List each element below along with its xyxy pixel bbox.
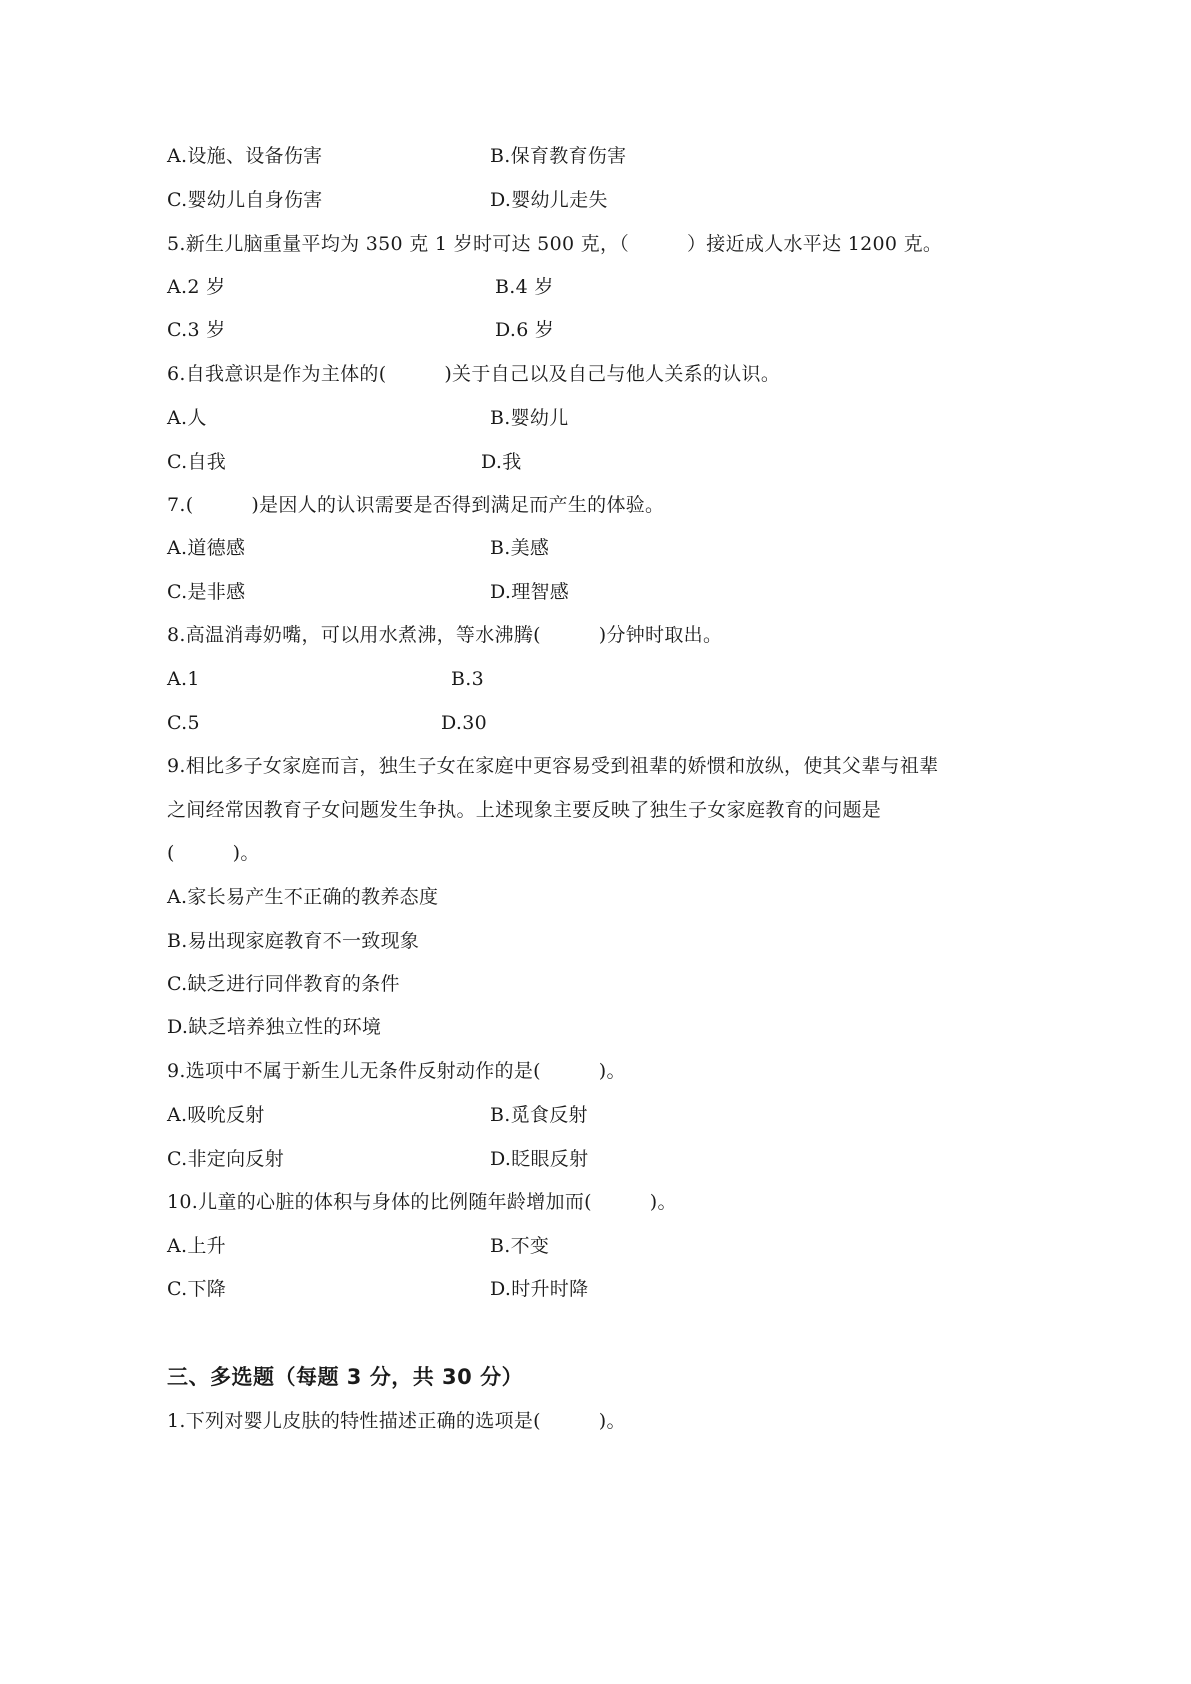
q8-option-a: A.1 bbox=[167, 668, 200, 690]
q5-option-d: D.6 岁 bbox=[495, 319, 555, 341]
q7-stem: 7.( )是因人的认识需要是否得到满足而产生的体验。 bbox=[167, 494, 665, 516]
q9b-option-a: A.吸吮反射 bbox=[167, 1104, 265, 1126]
q6-stem: 6.自我意识是作为主体的( )关于自己以及自己与他人关系的认识。 bbox=[167, 363, 781, 385]
q8-option-b: B.3 bbox=[451, 668, 484, 690]
q9-option-a: A.家长易产生不正确的教养态度 bbox=[167, 886, 439, 908]
q8-stem: 8.高温消毒奶嘴，可以用水煮沸，等水沸腾( )分钟时取出。 bbox=[167, 624, 723, 646]
q4-option-a: A.设施、设备伤害 bbox=[167, 145, 323, 167]
q10-option-c: C.下降 bbox=[167, 1278, 227, 1300]
q6-option-d: D.我 bbox=[481, 451, 522, 473]
q6-option-c: C.自我 bbox=[167, 451, 227, 473]
q6-option-a: A.人 bbox=[167, 407, 207, 429]
q9-stem-line-2: 之间经常因教育子女问题发生争执。上述现象主要反映了独生子女家庭教育的问题是 bbox=[167, 799, 882, 821]
q9-stem-line-1: 9.相比多子女家庭而言，独生子女在家庭中更容易受到祖辈的娇惯和放纵，使其父辈与祖辈 bbox=[167, 755, 939, 777]
q4-option-d: D.婴幼儿走失 bbox=[490, 189, 608, 211]
q10-option-d: D.时升时降 bbox=[490, 1278, 589, 1300]
section-heading: 三、多选题（每题 3 分，共 30 分） bbox=[167, 1365, 524, 1389]
q9-option-d: D.缺乏培养独立性的环境 bbox=[167, 1016, 382, 1038]
q5-stem: 5.新生儿脑重量平均为 350 克 1 岁时可达 500 克，（ ）接近成人水平达 1200 克。 bbox=[167, 233, 943, 255]
q6-option-b: B.婴幼儿 bbox=[490, 407, 569, 429]
q4-option-b: B.保育教育伤害 bbox=[490, 145, 627, 167]
q7-option-a: A.道德感 bbox=[167, 537, 246, 559]
q5-option-b: B.4 岁 bbox=[495, 276, 554, 298]
q9-option-c: C.缺乏进行同伴教育的条件 bbox=[167, 973, 400, 995]
q7-option-d: D.理智感 bbox=[490, 581, 570, 603]
q7-option-c: C.是非感 bbox=[167, 581, 246, 603]
q9b-stem: 9.选项中不属于新生儿无条件反射动作的是( )。 bbox=[167, 1060, 626, 1082]
q5-option-a: A.2 岁 bbox=[167, 276, 226, 298]
section3-q1-stem: 1.下列对婴儿皮肤的特性描述正确的选项是( )。 bbox=[167, 1410, 626, 1432]
q4-option-c: C.婴幼儿自身伤害 bbox=[167, 189, 323, 211]
q9b-option-c: C.非定向反射 bbox=[167, 1148, 285, 1170]
q9b-option-b: B.觅食反射 bbox=[490, 1104, 588, 1126]
q8-option-d: D.30 bbox=[441, 712, 487, 734]
q7-option-b: B.美感 bbox=[490, 537, 550, 559]
q10-option-b: B.不变 bbox=[490, 1235, 550, 1257]
q10-stem: 10.儿童的心脏的体积与身体的比例随年龄增加而( )。 bbox=[167, 1191, 677, 1213]
q8-option-c: C.5 bbox=[167, 712, 200, 734]
q9-option-b: B.易出现家庭教育不一致现象 bbox=[167, 930, 420, 952]
q10-option-a: A.上升 bbox=[167, 1235, 226, 1257]
q5-option-c: C.3 岁 bbox=[167, 319, 226, 341]
q9b-option-d: D.眨眼反射 bbox=[490, 1148, 589, 1170]
q9-stem-line-3: ( )。 bbox=[167, 842, 260, 864]
